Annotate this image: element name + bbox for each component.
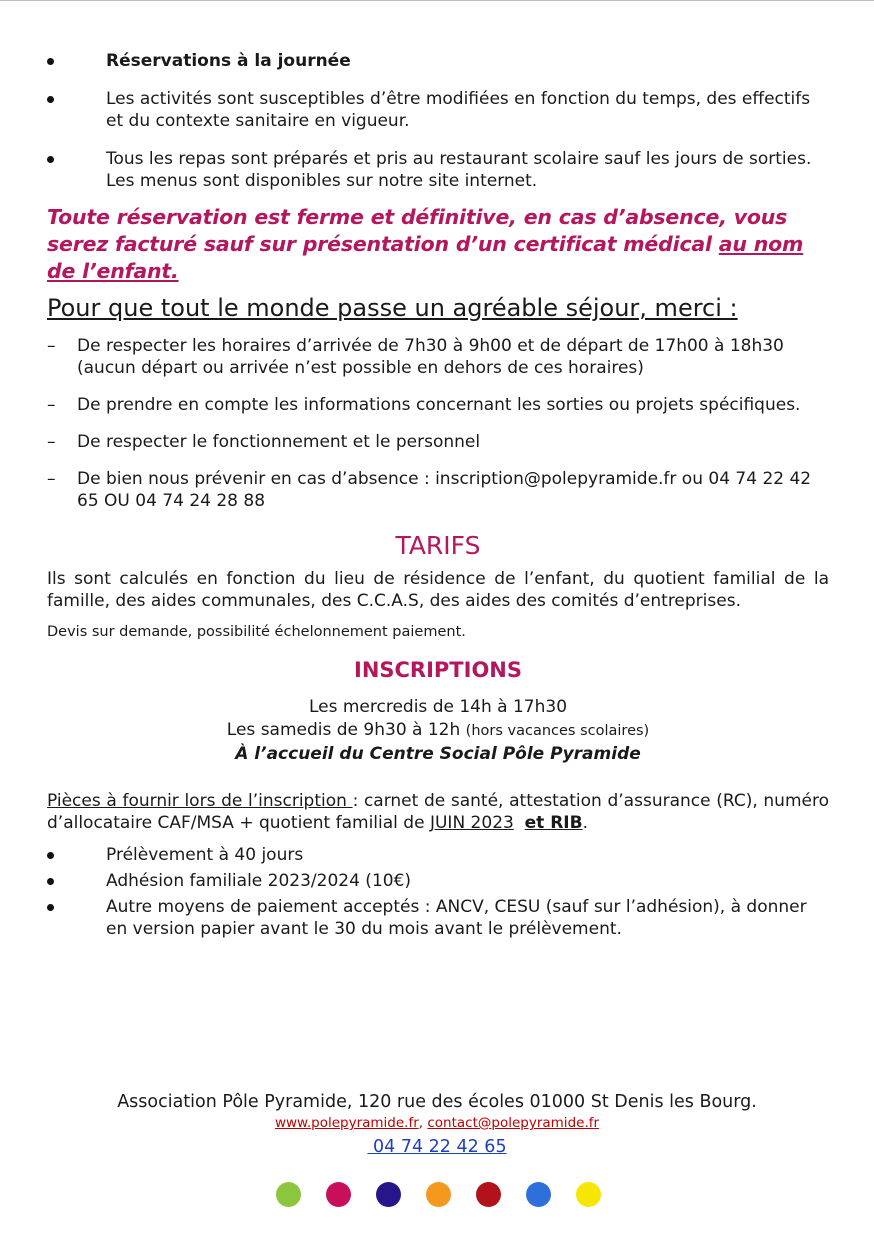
decor-dot — [476, 1182, 501, 1207]
rule-text: De prendre en compte les informations concernant les sorties ou projets spécifiques. — [77, 395, 801, 415]
list-item — [47, 870, 829, 892]
website-link[interactable]: www.polepyramide.fr — [274, 1115, 419, 1131]
bullet-icon — [47, 156, 54, 163]
documents-required — [47, 790, 829, 834]
bullet-text: Autre moyens de paiement acceptés : ANCV, CESU (sauf sur l’adhésion), à donner en version papier avant le 30 du mois avant le prélèvement. — [106, 897, 807, 939]
inscription-schedule — [47, 696, 829, 766]
schedule-wednesday: Les mercredis de 14h à 17h30 — [308, 697, 568, 717]
schedule-saturday — [47, 719, 829, 743]
bullet-text: Les activités sont susceptibles d’être modifiées en fonction du temps, des effectifs et du contexte sanitaire en vigueur. — [106, 89, 811, 131]
footer-links — [0, 1114, 874, 1132]
bullet-icon — [47, 904, 54, 911]
document-page — [47, 50, 829, 944]
warning-text: Toute réservation est ferme et définitive, en cas d’absence, vous serez facturé sauf sur présentation d’un certificat médical — [47, 205, 788, 256]
link-separator: , — [418, 1115, 428, 1131]
rules-heading: Pour que tout le monde passe un agréable séjour, merci : — [47, 294, 738, 322]
decor-dot — [576, 1182, 601, 1207]
schedule-saturday-note: (hors vacances scolaires) — [465, 723, 650, 739]
decor-dot — [526, 1182, 551, 1207]
reservation-warning — [47, 204, 829, 285]
tarifs-text: Ils sont calculés en fonction du lieu de résidence de l’enfant, du quotient familial de la famille, des aides communales, des C.C.A.S, des aides des comités d’entreprises. — [47, 569, 829, 611]
bullet-icon — [47, 852, 54, 859]
documents-month: JUIN 2023 — [429, 813, 514, 833]
tarifs-note: Devis sur demande, possibilité échelonnement paiement. — [47, 624, 466, 640]
dash-marker: – — [47, 336, 56, 356]
list-item — [47, 468, 829, 512]
bullet-text: Adhésion familiale 2023/2024 (10€) — [106, 871, 412, 891]
list-item — [47, 148, 829, 192]
list-item — [47, 844, 829, 866]
decor-dot — [276, 1182, 301, 1207]
decor-dot — [326, 1182, 351, 1207]
documents-rib: et RIB — [524, 813, 583, 833]
bullet-icon — [47, 58, 54, 65]
decor-dot — [376, 1182, 401, 1207]
footer-phone-link[interactable]: 04 74 22 42 65 — [367, 1137, 507, 1157]
schedule-saturday-text: Les samedis de 9h30 à 12h — [226, 720, 466, 740]
top-border-line — [0, 0, 874, 1]
documents-text: : carnet de santé, attestation d’assurance (RC), numéro d’allocataire CAF/MSA + quotient familial de — [47, 791, 829, 833]
documents-end: . — [582, 813, 588, 833]
intro-bullet-list — [47, 50, 829, 192]
schedule-location: À l’accueil du Centre Social Pôle Pyramide — [235, 744, 641, 764]
list-item — [47, 50, 829, 72]
bullet-text: Prélèvement à 40 jours — [106, 845, 304, 865]
documents-spacer — [514, 813, 525, 833]
list-item — [47, 896, 829, 940]
footer-address: Association Pôle Pyramide, 120 rue des écoles 01000 St Denis les Bourg. — [117, 1092, 757, 1112]
warning-underlined-text: au nom de l’enfant. — [47, 232, 804, 283]
dash-marker: – — [47, 469, 56, 489]
bullet-icon — [47, 878, 54, 885]
list-item — [47, 394, 829, 416]
list-item — [47, 88, 829, 132]
rule-text: De respecter les horaires d’arrivée de 7h30 à 9h00 et de départ de 17h00 à 18h30 (aucun départ ou arrivée n’est possible en dehors de ces horaires) — [77, 336, 784, 378]
rules-list — [47, 335, 829, 512]
list-item — [47, 335, 829, 379]
inscriptions-title: INSCRIPTIONS — [354, 658, 522, 682]
decor-dot — [426, 1182, 451, 1207]
rule-text: De bien nous prévenir en cas d’absence : inscription@polepyramide.fr ou 04 74 22 42 65 OU 04 74 24 28 88 — [77, 469, 812, 511]
documents-label: Pièces à fournir lors de l’inscription — [47, 791, 353, 811]
tarifs-title: TARIFS — [395, 531, 481, 560]
footer — [0, 1090, 874, 1160]
bullet-text: Tous les repas sont préparés et pris au restaurant scolaire sauf les jours de sorties. Les menus sont disponibles sur notre site internet. — [106, 149, 812, 191]
rule-text: De respecter le fonctionnement et le personnel — [77, 432, 481, 452]
dash-marker: – — [47, 395, 56, 415]
list-item — [47, 431, 829, 453]
payment-bullet-list — [47, 844, 829, 940]
dash-marker: – — [47, 432, 56, 452]
email-link[interactable]: contact@polepyramide.fr — [427, 1115, 600, 1131]
bullet-text: Réservations à la journée — [106, 51, 351, 71]
decorative-dots — [276, 1182, 601, 1207]
bullet-icon — [47, 96, 54, 103]
